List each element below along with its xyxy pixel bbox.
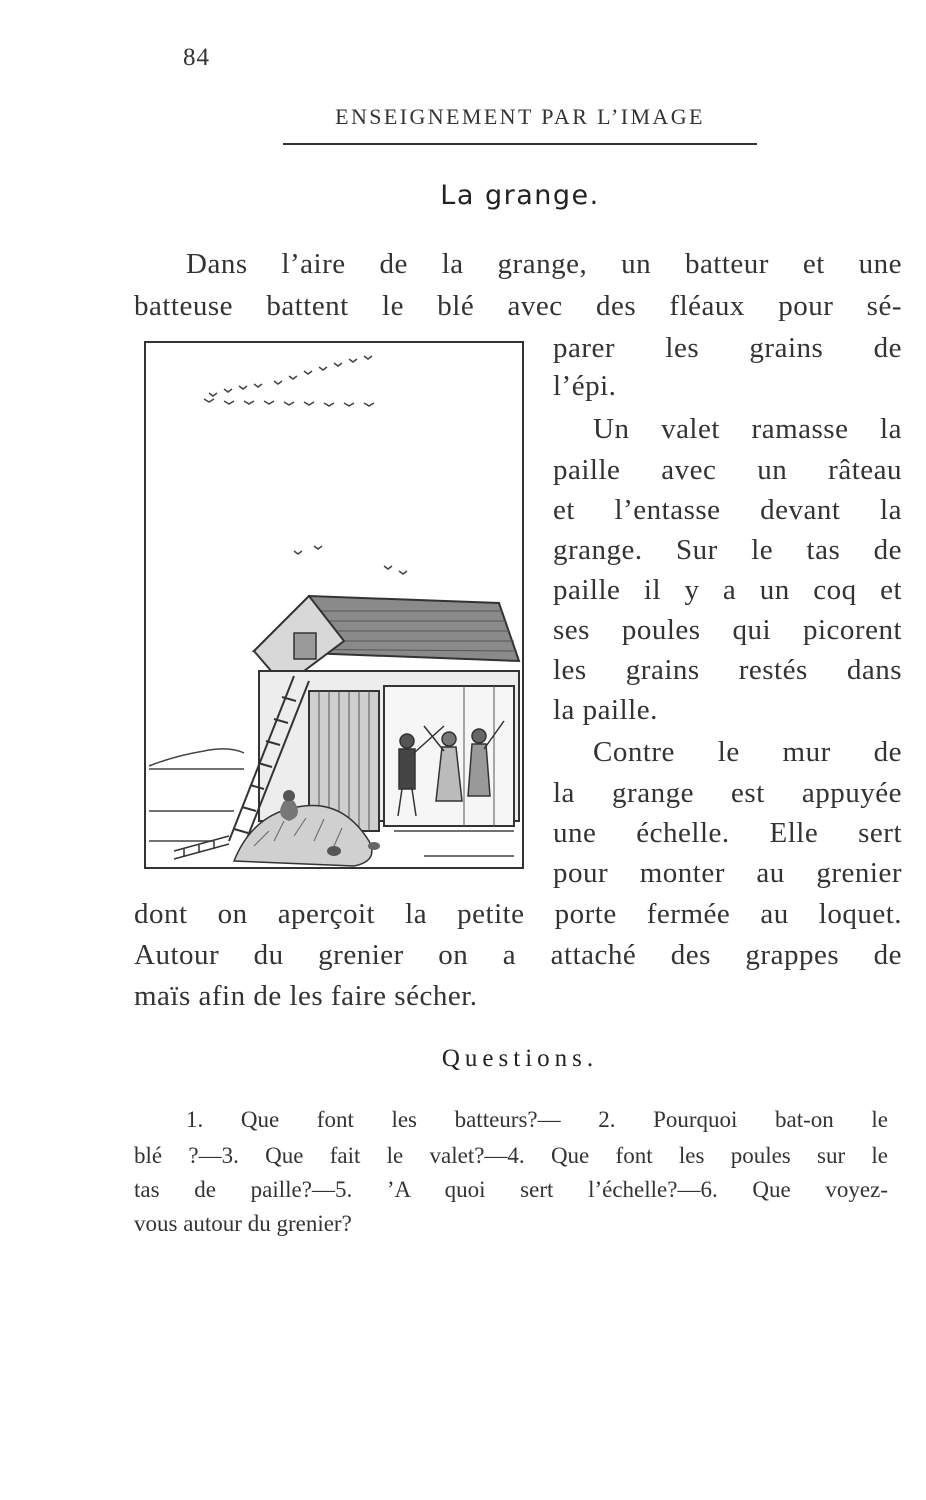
body-line: pour monter au grenier [553, 857, 902, 889]
question-line: 1. Que font les batteurs?— 2. Pourquoi bat-on le [186, 1107, 888, 1132]
body-line: Autour du grenier on a attaché des grappes de [134, 939, 902, 971]
body-line: paille il y a un coq et [553, 574, 902, 606]
body-line: ses poules qui picorent [553, 614, 902, 646]
body-line: Dans l’aire de la grange, un batteur et une [186, 248, 902, 280]
question-line: tas de paille?—5. ’A quoi sert l’échelle?—6. Que voyez- [134, 1177, 888, 1202]
question-line: vous autour du grenier? [134, 1211, 352, 1236]
section-title: La grange. [440, 180, 600, 211]
body-line: Contre le mur de [593, 736, 902, 768]
body-line: dont on aperçoit la petite porte fermée au loquet. [134, 898, 902, 930]
questions-heading: Questions. [441, 1045, 599, 1072]
body-line: paille avec un râteau [553, 454, 902, 486]
body-line: l’épi. [553, 370, 617, 402]
body-line: grange. Sur le tas de [553, 534, 902, 566]
loft-door [294, 633, 316, 659]
running-head-rule [283, 143, 757, 145]
body-line: et l’entasse devant la [553, 494, 902, 526]
body-line: la grange est appuyée [553, 777, 902, 809]
body-line: batteuse battent le blé avec des fléaux pour sé- [134, 290, 902, 322]
body-line: les grains restés dans [553, 654, 902, 686]
barn-illustration [144, 341, 524, 881]
birds [204, 356, 407, 574]
body-line: maïs afin de les faire sécher. [134, 980, 478, 1012]
page-number: 84 [183, 44, 210, 71]
body-line: une échelle. Elle sert [553, 817, 902, 849]
question-line: blé ?—3. Que fait le valet?—4. Que font les poules sur le [134, 1143, 888, 1168]
body-line: Un valet ramasse la [593, 413, 902, 445]
body-line: la paille. [553, 694, 658, 726]
rake [174, 836, 229, 859]
barn-illustration-svg [144, 341, 524, 881]
running-head: ENSEIGNEMENT PAR L’IMAGE [335, 104, 705, 129]
body-line: parer les grains de [553, 332, 902, 364]
